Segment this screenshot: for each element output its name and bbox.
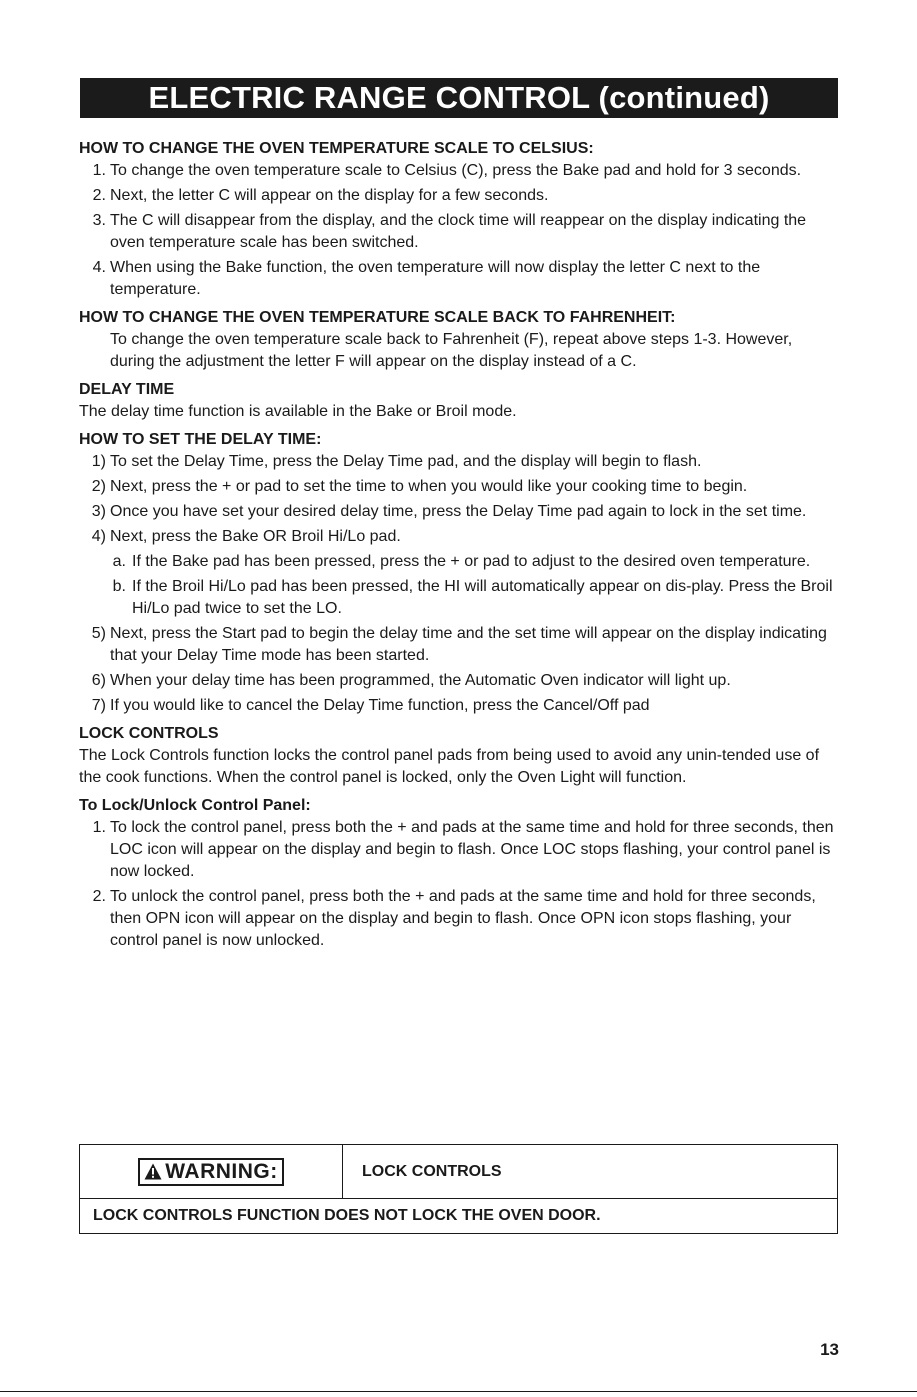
step-text: Once you have set your desired delay time, press the Delay Time pad again to lock in the set time. [110,503,807,520]
delay-section [79,379,839,423]
step-number: 1) [91,453,106,470]
delay-heading: DELAY TIME [79,381,175,398]
delay-body: The delay time function is available in the Bake or Broil mode. [79,403,517,420]
list-item [79,817,839,883]
step-text: When using the Bake function, the oven temperature will now display the letter C next to the temperature. [110,259,761,298]
sub-step-text: If the Bake pad has been pressed, press the + or pad to adjust to the desired oven temperature. [132,553,811,570]
warning-title: LOCK CONTROLS [362,1162,502,1180]
unlock-section [79,795,839,952]
lock-heading: LOCK CONTROLS [79,725,219,742]
step-number: 2. [92,888,106,905]
warning-badge [138,1158,284,1186]
step-number: 1. [92,162,106,179]
page-number: 13 [820,1340,839,1359]
step-text: Next, the letter C will appear on the display for a few seconds. [110,187,549,204]
warning-badge-label: WARNING: [165,1159,278,1183]
set-delay-heading: HOW TO SET THE DELAY TIME: [79,431,322,448]
sub-list-item [79,551,839,573]
list-item [79,451,839,473]
list-item [79,526,839,548]
step-number: 6) [91,672,106,689]
fahrenheit-heading: HOW TO CHANGE THE OVEN TEMPERATURE SCALE BACK TO FAHRENHEIT: [79,309,676,326]
step-text: Next, press the Start pad to begin the delay time and the set time will appear on the display indicating that your Delay Time mode has been started. [110,625,827,664]
fahrenheit-body: To change the oven temperature scale back to Fahrenheit (F), repeat above steps 1-3. However, during the adjustment the letter F will appear on the display instead of a C. [110,331,793,370]
step-text: The C will disappear from the display, and the clock time will reappear on the display indicating the oven temperature scale has been switched. [110,212,807,251]
list-item [79,185,839,207]
list-item [79,160,839,182]
step-text: To unlock the control panel, press both the + and pads at the same time and hold for three seconds, then OPN icon will appear on the display and begin to flash. Once OPN icon stops flashing, your control panel is now unlocked. [110,888,816,949]
step-number: 2) [91,478,106,495]
sub-step-text: If the Broil Hi/Lo pad has been pressed, the HI will automatically appear on dis-play. Press the Broil Hi/Lo pad twice to set the LO. [132,578,833,617]
sub-step-letter: b. [112,578,126,595]
step-text: When your delay time has been programmed, the Automatic Oven indicator will light up. [110,672,731,689]
step-text: If you would like to cancel the Delay Time function, press the Cancel/Off pad [110,697,650,714]
step-number: 4. [92,259,106,276]
lock-body: The Lock Controls function locks the control panel pads from being used to avoid any unin-tended use of the cook functions. When the control panel is locked, only the Oven Light will function. [79,747,820,786]
list-item [79,257,839,301]
warning-message: LOCK CONTROLS FUNCTION DOES NOT LOCK THE OVEN DOOR. [93,1207,601,1224]
step-number: 1. [92,819,106,836]
step-text: Next, press the + or pad to set the time to when you would like your cooking time to begin. [110,478,748,495]
step-number: 7) [91,697,106,714]
step-number: 3) [91,503,106,520]
list-item [79,670,839,692]
celsius-heading: HOW TO CHANGE THE OVEN TEMPERATURE SCALE TO CELSIUS: [79,140,594,157]
list-item [79,210,839,254]
sub-list-item [79,576,839,620]
step-number: 5) [91,625,106,642]
step-text: To lock the control panel, press both the + and pads at the same time and hold for three seconds, then LOC icon will appear on the display and begin to flash. Once LOC stops flashing, your control panel is now locked. [110,819,834,880]
list-item [79,501,839,523]
list-item [79,886,839,952]
list-item [79,695,839,717]
step-number: 3. [92,212,106,229]
list-item [79,476,839,498]
warning-box [79,1144,838,1234]
step-text: To set the Delay Time, press the Delay Time pad, and the display will begin to flash. [110,453,702,470]
warning-header-row [80,1145,837,1199]
page-banner: ELECTRIC RANGE CONTROL (continued) [80,78,838,118]
warning-triangle-icon [144,1163,162,1180]
set-delay-section [79,429,839,717]
sub-step-letter: a. [112,553,126,570]
celsius-section [79,138,839,301]
step-text: To change the oven temperature scale to Celsius (C), press the Bake pad and hold for 3 seconds. [110,162,802,179]
step-number: 2. [92,187,106,204]
warning-badge-cell [80,1145,343,1198]
document-body [79,138,839,958]
step-text: Next, press the Bake OR Broil Hi/Lo pad. [110,528,401,545]
fahrenheit-section [79,307,839,373]
lock-section [79,723,839,789]
step-number: 4) [91,528,106,545]
list-item [79,623,839,667]
unlock-heading: To Lock/Unlock Control Panel: [79,797,311,814]
bottom-rule [0,1391,917,1392]
